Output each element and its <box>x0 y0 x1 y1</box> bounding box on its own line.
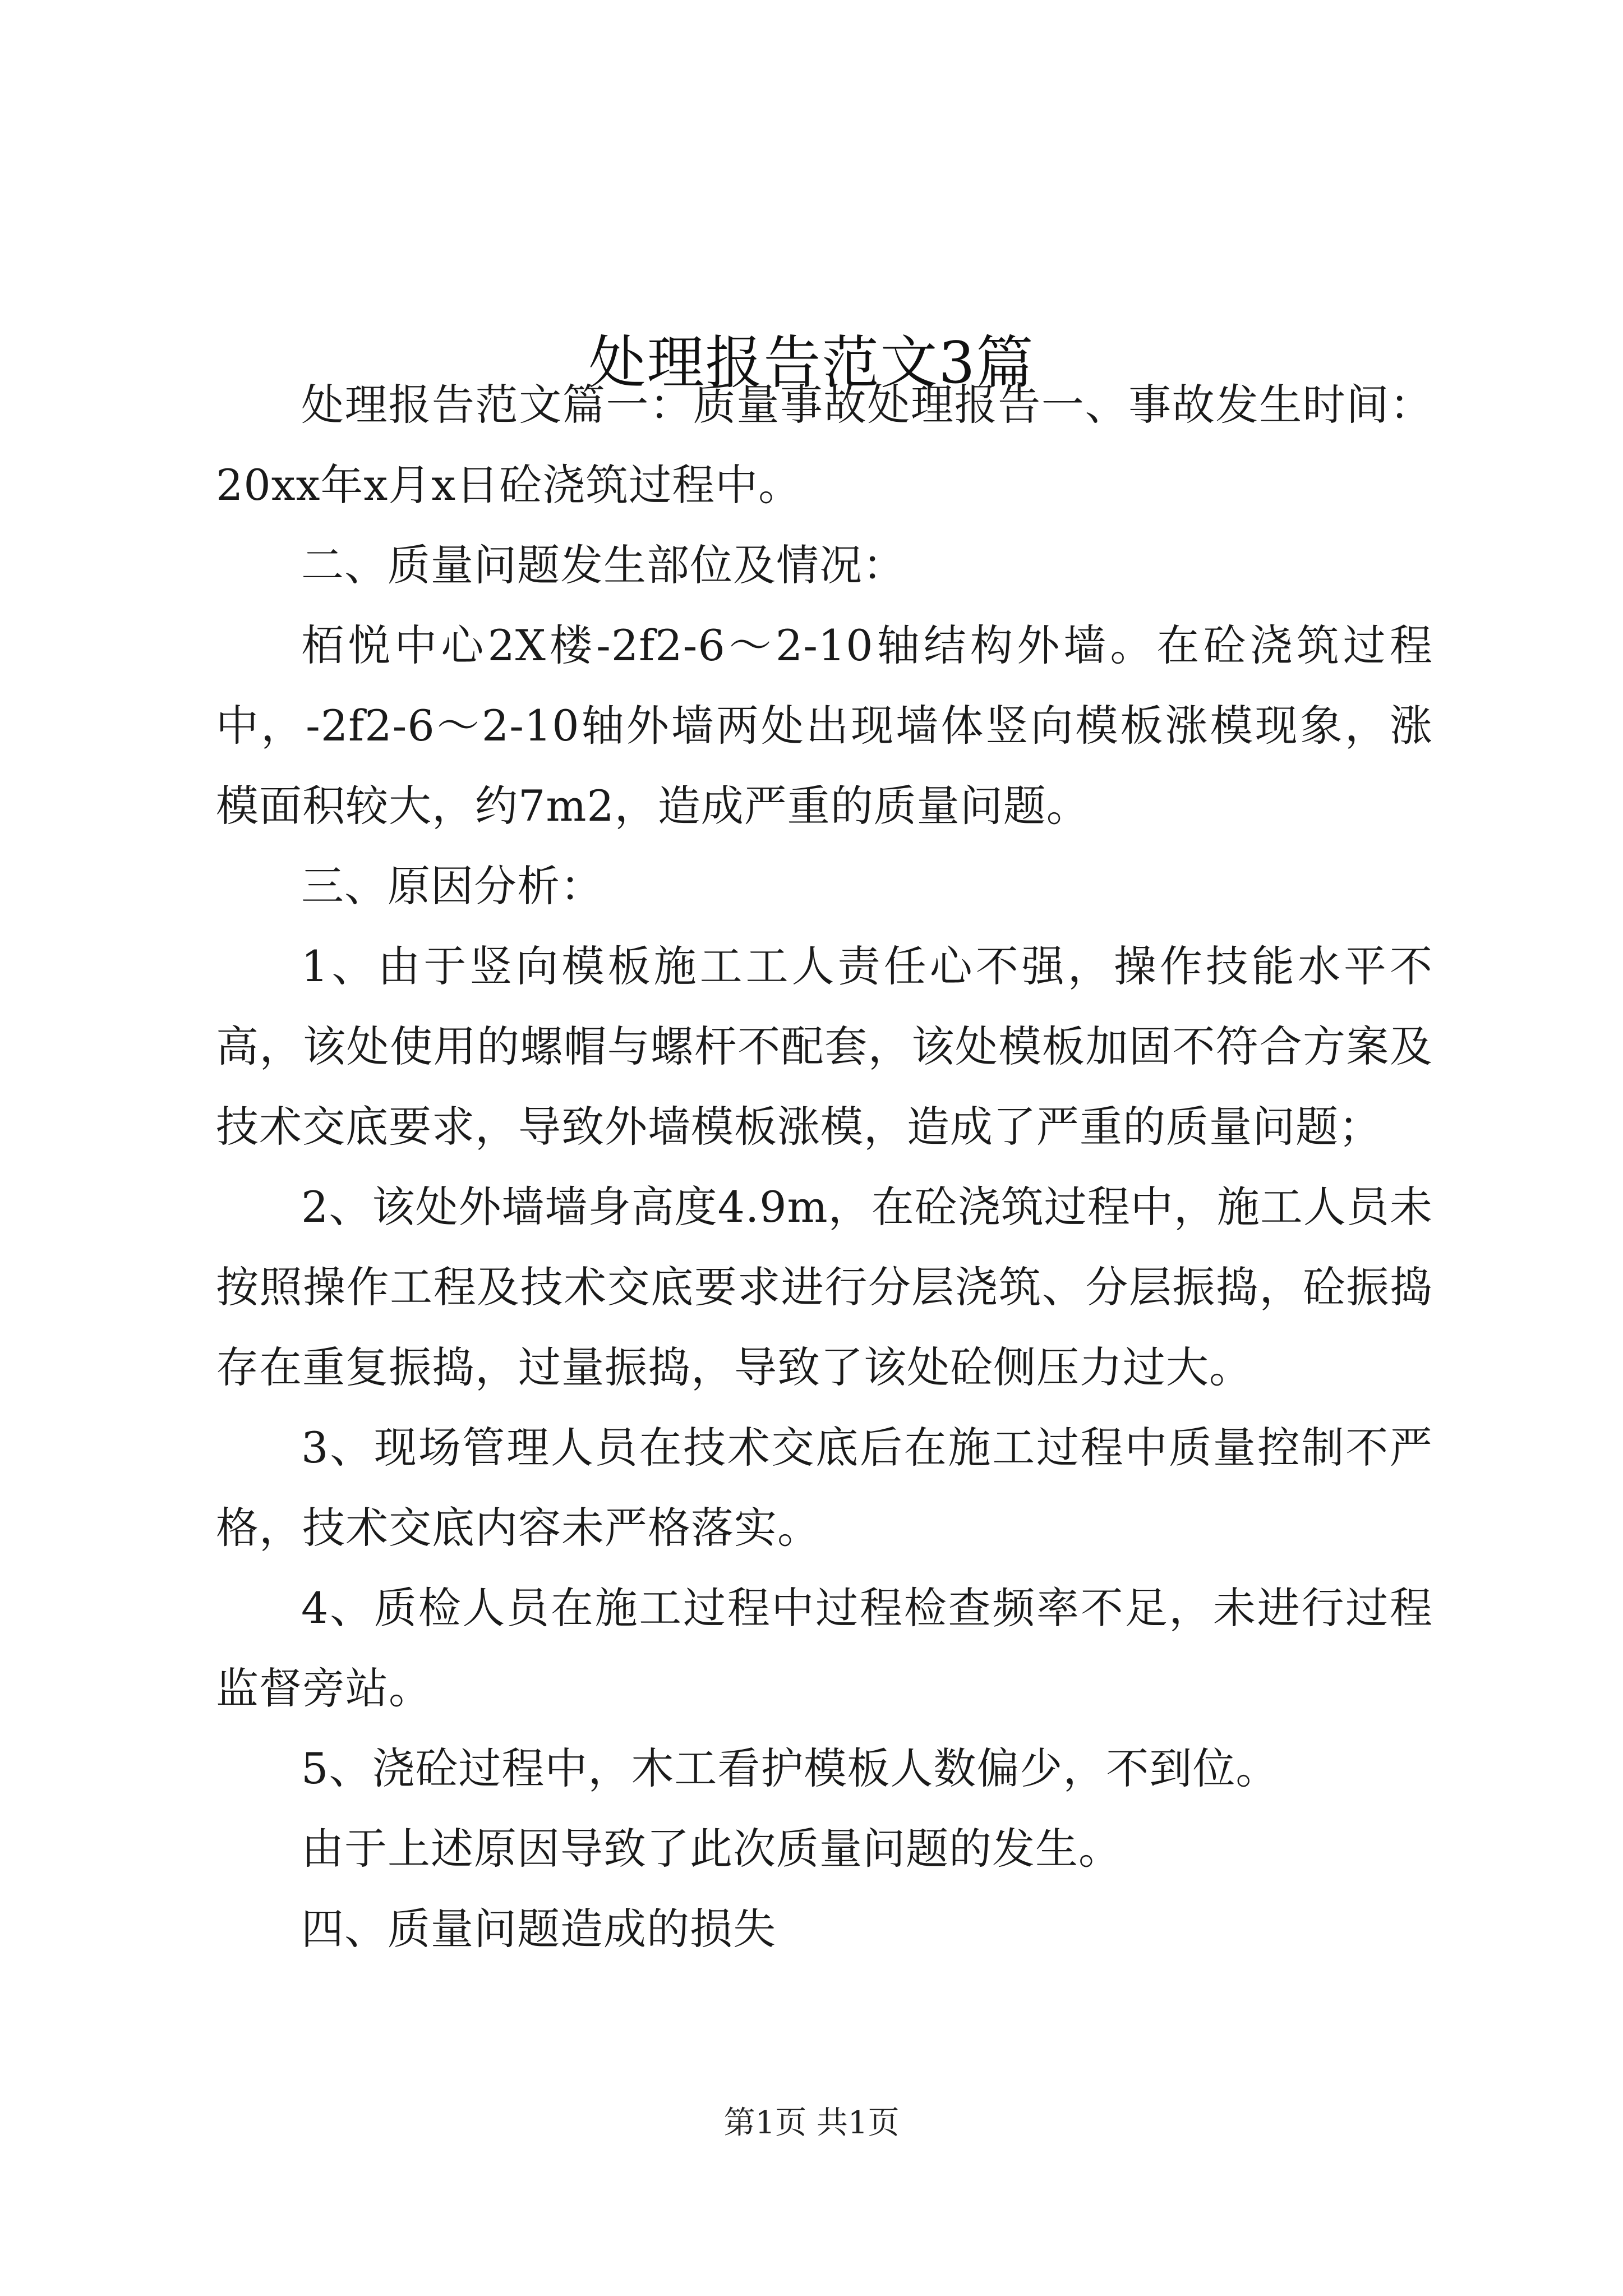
paragraph-section-2-heading: 二、质量问题发生部位及情况： <box>301 540 906 590</box>
paragraph-intro: 处理报告范文篇一：质量事故处理报告一、事故发生时间：20xx年x月x日砼浇筑过程中。 <box>216 380 1433 510</box>
paragraph-cause-summary: 由于上述原因导致了此次质量问题的发生。 <box>301 1824 1122 1874</box>
paragraph-section-3-heading: 三、原因分析： <box>301 861 603 911</box>
paragraph-cause-2: 2、该处外墙墙身高度4.9m，在砼浇筑过程中，施工人员未按照操作工程及技术交底要求进行分层浇筑、分层振捣，砼振捣存在重复振捣，过量振捣，导致了该处砼侧压力过大。 <box>216 1182 1433 1392</box>
document-title: 处理报告范文3篇 <box>588 330 1035 397</box>
paragraph-cause-4: 4、质检人员在施工过程中过程检查频率不足，未进行过程监督旁站。 <box>216 1583 1433 1713</box>
paragraph-cause-1: 1、由于竖向模板施工工人责任心不强，操作技能水平不高，该处使用的螺帽与螺杆不配套，该处模板加固不符合方案及技术交底要求，导致外墙模板涨模，造成了严重的质量问题； <box>216 941 1433 1152</box>
paragraph-location-description: 栢悦中心2X楼-2f2-6～2-10轴结构外墙。在砼浇筑过程中，-2f2-6～2-10轴外墙两处出现墙体竖向模板涨模现象，涨模面积较大，约7m2，造成严重的质量问题。 <box>216 620 1433 831</box>
page-number-footer: 第1页 共1页 <box>723 2105 900 2141</box>
document-body <box>216 365 1433 1969</box>
paragraph-section-4-heading: 四、质量问题造成的损失 <box>301 1904 776 1954</box>
paragraph-cause-5: 5、浇砼过程中，木工看护模板人数偏少，不到位。 <box>301 1743 1279 1793</box>
paragraph-cause-3: 3、现场管理人员在技术交底后在施工过程中质量控制不严格，技术交底内容未严格落实。 <box>216 1423 1433 1553</box>
